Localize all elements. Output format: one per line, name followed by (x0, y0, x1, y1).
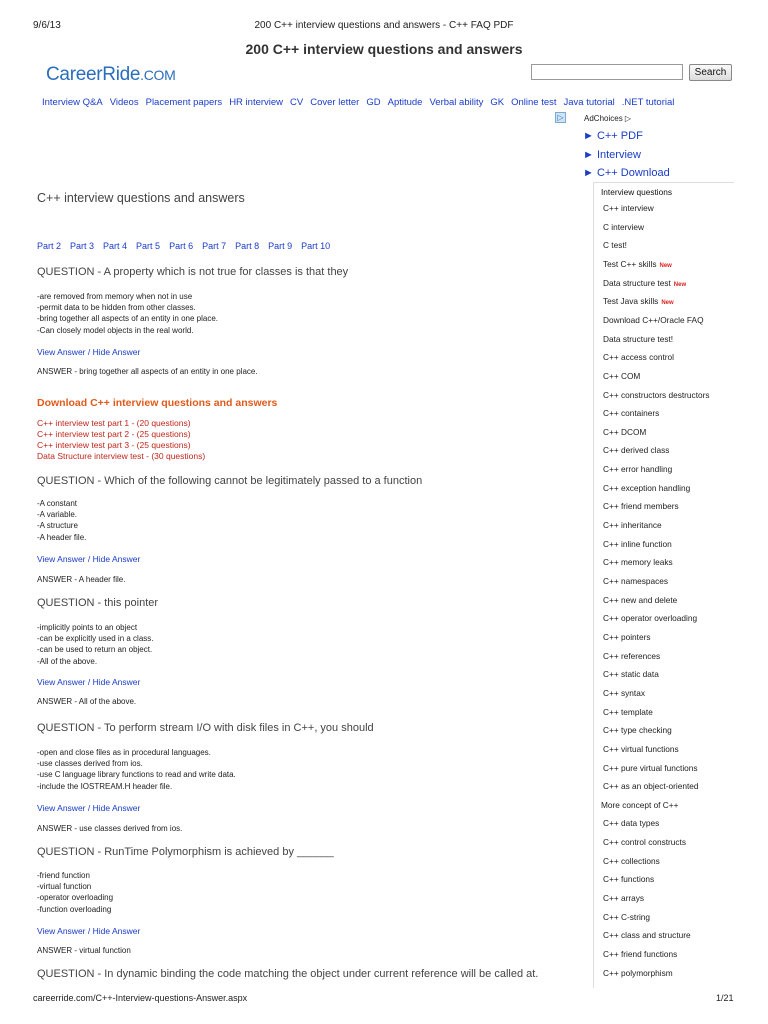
sidebar-link[interactable] (603, 371, 640, 381)
option: -permit data to be hidden from other classes. (37, 303, 196, 313)
logo-suffix: .COM (140, 67, 176, 83)
sidebar-link[interactable] (603, 781, 698, 791)
option: -A header file. (37, 532, 87, 542)
nav-link[interactable]: Aptitude (387, 97, 423, 108)
footer-url: careerride.com/C++-Interview-questions-Answer.aspx (33, 993, 248, 1003)
nav-link[interactable]: Online test (511, 97, 557, 108)
new-badge: New (659, 262, 672, 269)
test-links (37, 418, 205, 462)
part-link[interactable]: Part 7 (202, 241, 227, 251)
nav-link[interactable]: Videos (109, 97, 139, 108)
sidebar-link[interactable] (603, 930, 691, 940)
sidebar-link[interactable] (603, 632, 651, 642)
sidebar-link-label: C++ static data (603, 669, 659, 680)
option: -friend function (37, 871, 90, 880)
test-link[interactable]: C++ interview test part 3 - (25 questions) (37, 440, 191, 450)
sidebar-link[interactable] (603, 501, 679, 511)
option: -virtual function (37, 882, 92, 892)
sidebar-link[interactable] (603, 725, 672, 735)
view-answer-link[interactable]: View Answer / Hide Answer (37, 677, 141, 687)
question-options (37, 747, 236, 792)
test-link[interactable]: Data Structure interview test - (30 questions) (37, 451, 206, 461)
ad-link-interview[interactable]: ► Interview (583, 149, 641, 161)
print-title: 200 C++ interview questions and answers - C++ FAQ PDF (254, 20, 514, 31)
sidebar-link-label: C++ inheritance (603, 520, 662, 531)
sidebar-link-label: C++ DCOM (603, 426, 647, 437)
option: -can be used to return an object. (37, 645, 153, 655)
sidebar-link[interactable] (603, 520, 662, 530)
nav-link[interactable]: CV (290, 97, 304, 108)
option: -open and close files as in procedural languages. (37, 748, 211, 757)
nav-link[interactable]: HR interview (229, 97, 284, 108)
sidebar-link-label: C++ new and delete (603, 594, 678, 605)
sidebar-link[interactable] (603, 296, 674, 306)
view-answer-link[interactable]: View Answer / Hide Answer (37, 926, 141, 936)
question-text: QUESTION - Which of the following cannot be legitimately passed to a function (37, 475, 423, 487)
part-link[interactable]: Part 4 (103, 241, 128, 251)
question-options (37, 498, 86, 543)
part-link[interactable]: Part 3 (70, 241, 95, 251)
main-heading: C++ interview questions and answers (37, 191, 245, 205)
search-input[interactable] (531, 64, 683, 80)
option: -can be explicitly used in a class. (37, 634, 154, 644)
question-text: QUESTION - this pointer (37, 597, 159, 609)
sidebar-link[interactable] (603, 445, 669, 455)
sidebar-link-label: C++ virtual functions (603, 743, 679, 754)
site-logo[interactable] (46, 64, 176, 86)
question-text: QUESTION - A property which is not true for classes is that they (37, 266, 349, 278)
option: -are removed from memory when not in use (37, 292, 193, 301)
option: -implicitly points to an object (37, 623, 138, 632)
sidebar-link[interactable] (603, 427, 646, 437)
sidebar-link[interactable] (603, 744, 679, 754)
sidebar-link-label: C++ containers (603, 408, 660, 419)
sidebar-link[interactable] (603, 203, 654, 213)
sidebar-link[interactable] (603, 949, 677, 959)
sidebar-link[interactable] (603, 613, 697, 623)
view-answer-link[interactable]: View Answer / Hide Answer (37, 803, 141, 813)
question-text: QUESTION - RunTime Polymorphism is achieved by ______ (37, 846, 334, 858)
sidebar-link[interactable] (603, 483, 690, 493)
footer-page-number: 1/21 (716, 993, 734, 1003)
nav-link[interactable]: .NET tutorial (621, 97, 675, 108)
sidebar-link-label: C++ class and structure (603, 930, 691, 941)
option: -Can closely model objects in the real world. (37, 325, 194, 335)
sidebar-link-label: C++ control constructs (603, 837, 687, 848)
option: -A variable. (37, 510, 78, 520)
part-link[interactable]: Part 8 (235, 241, 260, 251)
part-link[interactable]: Part 2 (37, 241, 62, 251)
sidebar-link-label: C++ access control (603, 352, 675, 363)
nav-link[interactable]: Interview Q&A (42, 97, 103, 108)
view-answer-link[interactable]: View Answer / Hide Answer (37, 554, 141, 564)
page-title: 200 C++ interview questions and answers (245, 41, 523, 57)
sidebar-heading: Interview questions (601, 187, 673, 197)
nav-link[interactable]: Java tutorial (563, 97, 615, 108)
question-options (37, 291, 218, 336)
sidebar-link-label: C++ friend functions (603, 949, 678, 959)
view-answer-link[interactable]: View Answer / Hide Answer (37, 347, 141, 357)
ad-play-icon[interactable]: ▷ (555, 112, 566, 123)
option: -A constant (37, 499, 78, 508)
sidebar-link[interactable] (603, 651, 660, 661)
question-text: QUESTION - To perform stream I/O with disk files in C++, you should (37, 722, 374, 734)
search-button[interactable]: Search (689, 64, 732, 81)
sidebar-link[interactable] (603, 408, 659, 418)
sidebar-link[interactable] (603, 856, 660, 866)
sidebar-link-label: C++ type checking (603, 725, 672, 736)
sidebar-link[interactable] (603, 893, 644, 903)
sidebar-link[interactable] (603, 818, 659, 828)
sidebar-link[interactable] (603, 763, 698, 773)
sidebar-link-label: Test Java skills (603, 296, 659, 307)
adchoices-label[interactable]: AdChoices ▷ (584, 114, 632, 123)
sidebar-link[interactable] (603, 595, 677, 605)
option: -function overloading (37, 904, 112, 914)
sidebar-link[interactable] (603, 669, 659, 679)
ad-link-cpp-pdf[interactable]: ► C++ PDF (583, 130, 643, 142)
option: -A structure (37, 521, 78, 531)
answer-text: ANSWER - virtual function (37, 946, 131, 955)
answer-text: ANSWER - use classes derived from ios. (37, 824, 183, 833)
sidebar-link-label: C++ exception handling (603, 482, 691, 493)
part-link[interactable]: Part 9 (268, 241, 293, 251)
sidebar-link-label: C++ pure virtual functions (603, 762, 698, 773)
ad-link-cpp-download[interactable]: ► C++ Download (583, 167, 670, 179)
option: -All of the above. (37, 656, 98, 666)
answer-text: ANSWER - A header file. (37, 575, 126, 584)
question-options (37, 622, 154, 667)
answer-text: ANSWER - All of the above. (37, 697, 137, 706)
option: -operator overloading (37, 893, 114, 903)
option: -bring together all aspects of an entity in one place. (37, 314, 218, 324)
test-link[interactable]: C++ interview test part 2 - (25 questions) (37, 429, 191, 439)
new-badge: New (661, 300, 674, 307)
new-badge: New (673, 281, 687, 288)
sidebar-link[interactable] (603, 837, 686, 847)
sidebar-link[interactable] (603, 352, 674, 362)
sidebar-link-label: More concept of C++ (601, 799, 679, 810)
logo-brand: CareerRide (46, 64, 141, 85)
part-link[interactable]: Part 5 (136, 241, 161, 251)
sidebar-link-label: Data structure test! (603, 333, 674, 344)
sidebar-link[interactable] (603, 334, 673, 344)
sidebar-link[interactable] (603, 259, 672, 269)
sidebar-link-label: C++ C-string (603, 911, 651, 922)
sidebar-link[interactable] (603, 557, 673, 567)
sidebar-link-label: C++ arrays (603, 893, 645, 904)
sidebar-link[interactable] (603, 912, 650, 922)
sidebar-link-label: C++ derived class (603, 445, 670, 456)
nav-link[interactable]: GK (490, 97, 505, 108)
sidebar-link[interactable] (603, 222, 644, 232)
option: -use classes derived from ios. (37, 759, 143, 769)
sidebar-link[interactable] (603, 464, 672, 474)
sidebar-link[interactable] (603, 968, 673, 978)
nav-link[interactable]: GD (366, 97, 381, 108)
sidebar-link-label: C test! (603, 240, 627, 251)
question-text: QUESTION - In dynamic binding the code matching the object under current reference will be called at. (37, 968, 539, 980)
sidebar-link-label: C++ collections (603, 855, 660, 866)
sidebar-link-label: Test C++ skills (603, 258, 657, 269)
sidebar-link[interactable] (603, 707, 653, 717)
nav-link[interactable]: Cover letter (310, 97, 360, 108)
part-link[interactable]: Part 10 (301, 241, 331, 251)
sidebar-link-label: C++ inline function (603, 538, 672, 549)
sidebar-link-label: C interview (603, 221, 645, 232)
option: -use C language library functions to read and write data. (37, 770, 236, 780)
sidebar-link[interactable] (603, 874, 654, 884)
sidebar-link-label: C++ functions (603, 874, 655, 885)
sidebar-link-label: C++ constructors destructors (603, 389, 710, 400)
answer-text: ANSWER - bring together all aspects of an entity in one place. (37, 367, 258, 376)
nav-link[interactable]: Verbal ability (429, 97, 484, 108)
sidebar-link-label: C++ error handling (603, 464, 673, 475)
nav-link[interactable]: Placement papers (145, 97, 223, 108)
sidebar-link-label: C++ operator overloading (603, 613, 698, 624)
sidebar-link-label: C++ polymorphism (603, 967, 673, 978)
sidebar-link-label: C++ memory leaks (603, 557, 673, 568)
sidebar-link-label: C++ references (603, 650, 661, 661)
sidebar-link-label: C++ friend members (603, 501, 679, 512)
sidebar-link-label: C++ template (603, 706, 653, 717)
sidebar-link-label: C++ COM (603, 370, 641, 381)
question-options (37, 870, 113, 915)
print-date: 9/6/13 (33, 20, 61, 31)
sidebar-link[interactable] (601, 800, 678, 810)
download-heading[interactable]: Download C++ interview questions and answers (37, 397, 278, 409)
sidebar-link[interactable] (603, 278, 686, 288)
sidebar-link-label: Download C++/Oracle FAQ (603, 314, 704, 325)
test-link[interactable]: C++ interview test part 1 - (20 questions) (37, 418, 191, 428)
sidebar-link-label: C++ namespaces (603, 576, 669, 586)
sidebar-link[interactable] (603, 390, 710, 400)
sidebar-link[interactable] (603, 539, 672, 549)
sidebar-link-label: C++ pointers (603, 631, 651, 642)
part-link[interactable]: Part 6 (169, 241, 194, 251)
sidebar-link[interactable] (603, 688, 645, 698)
parts-nav (37, 241, 339, 251)
sidebar-link-label: C++ interview (603, 203, 654, 213)
top-nav (42, 97, 681, 108)
sidebar-link-label: C++ syntax (603, 687, 645, 698)
sidebar-link-label: C++ data types (603, 818, 660, 829)
sidebar-link-label: Data structure test (603, 277, 671, 288)
sidebar-link[interactable] (603, 315, 704, 325)
sidebar-link[interactable] (603, 576, 668, 586)
sidebar-link[interactable] (603, 240, 627, 250)
sidebar-link-label: C++ as an object-oriented (603, 781, 699, 792)
option: -include the IOSTREAM.H header file. (37, 781, 173, 791)
